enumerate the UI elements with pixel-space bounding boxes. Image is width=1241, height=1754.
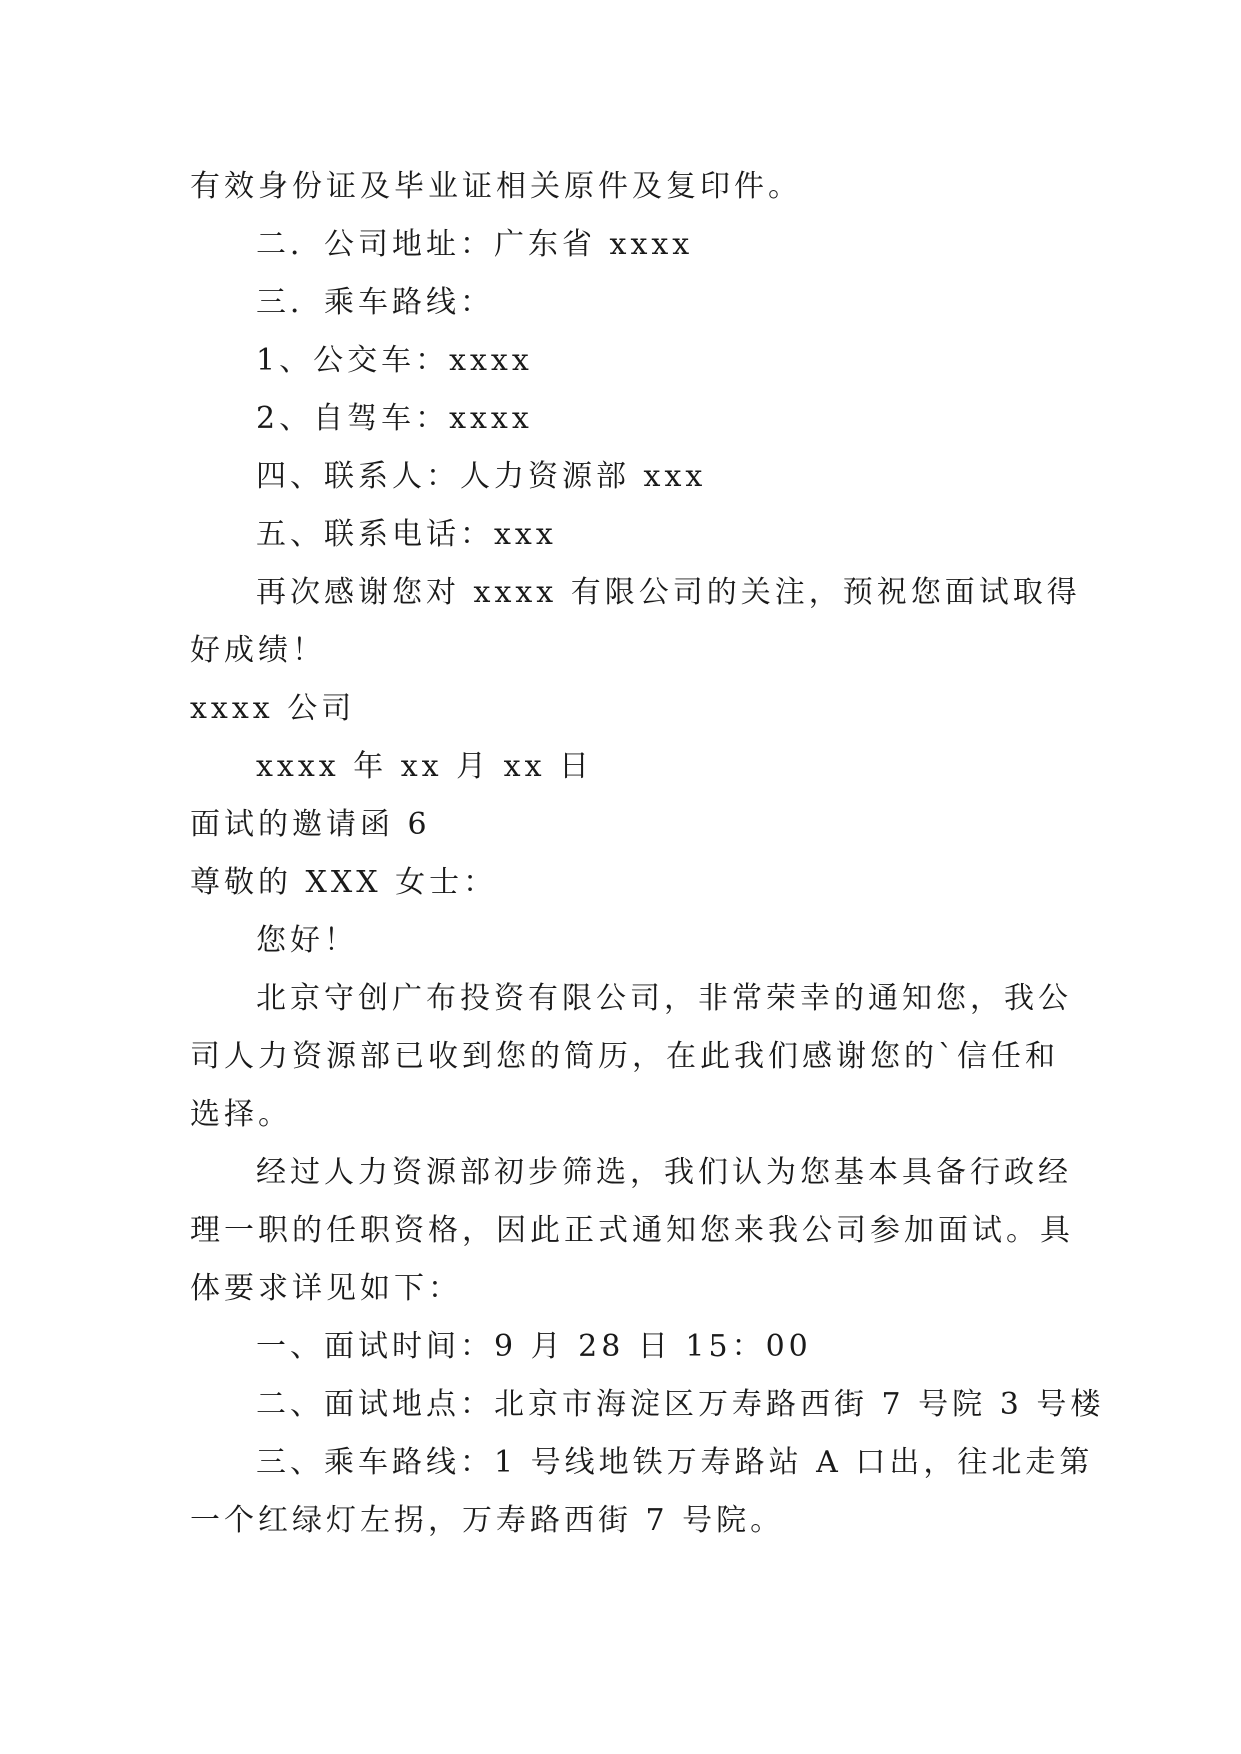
text-line: 理一职的任职资格，因此正式通知您来我公司参加面试。具 [190, 1213, 1074, 1248]
text-line: 再次感谢您对 xxxx 有限公司的关注，预祝您面试取得 [256, 575, 1081, 610]
text-line: 三．乘车路线： [256, 285, 494, 320]
text-line: 二．公司地址：广东省 xxxx [256, 227, 694, 262]
text-line: 二、面试地点：北京市海淀区万寿路西街 7 号院 3 号楼 [256, 1387, 1105, 1422]
company-signature: xxxx 公司 [190, 691, 356, 726]
text-line: 三、乘车路线：1 号线地铁万寿路站 A 口出，往北走第 [256, 1445, 1094, 1480]
text-line: 2、自驾车：xxxx [256, 401, 533, 436]
section-title: 面试的邀请函 6 [190, 807, 431, 842]
text-line: 有效身份证及毕业证相关原件及复印件。 [190, 169, 802, 204]
text-line: 司人力资源部已收到您的简历，在此我们感谢您的`信任和 [190, 1039, 1059, 1074]
text-line: 四、联系人：人力资源部 xxx [256, 459, 707, 494]
text-line: 一个红绿灯左拐，万寿路西街 7 号院。 [190, 1503, 785, 1538]
text-line: 体要求详见如下： [190, 1271, 462, 1306]
text-line: 选择。 [190, 1097, 292, 1132]
text-line: 一、面试时间：9 月 28 日 15：00 [256, 1329, 812, 1364]
text-line: 1、公交车：xxxx [256, 343, 533, 378]
text-line: 北京守创广布投资有限公司，非常荣幸的通知您，我公 [256, 981, 1072, 1016]
salutation: 尊敬的 XXX 女士： [190, 865, 498, 900]
text-line: 五、联系电话：xxx [256, 517, 557, 552]
document-body [190, 158, 1105, 1550]
text-line: 经过人力资源部初步筛选，我们认为您基本具备行政经 [256, 1155, 1072, 1190]
date-line: xxxx 年 xx 月 xx 日 [256, 749, 594, 784]
text-line: 好成绩！ [190, 633, 326, 668]
greeting: 您好！ [256, 923, 358, 958]
